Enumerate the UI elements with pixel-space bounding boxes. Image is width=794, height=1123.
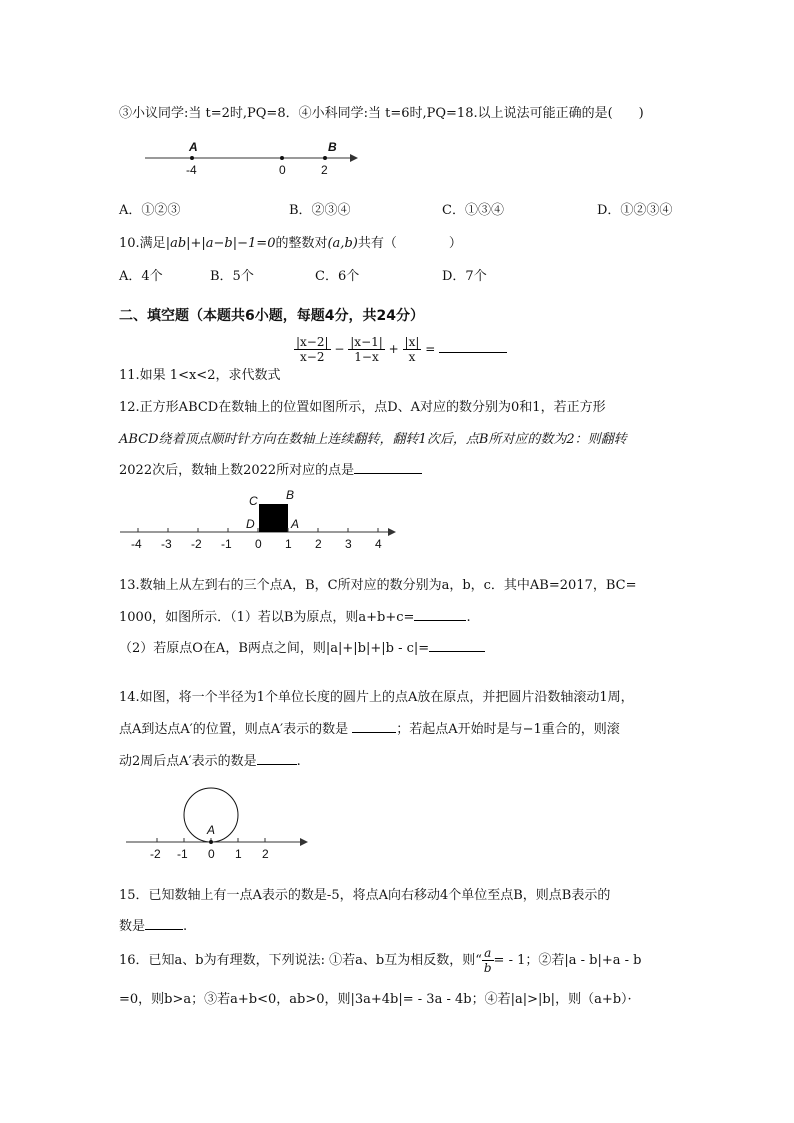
q11-minus: − [334, 342, 345, 356]
q15-line2 [119, 915, 187, 934]
q11-eq: = [425, 342, 436, 356]
q12-tick-label: 4 [375, 537, 382, 551]
q11-text: 11.如果 1<x<2，求代数式 [119, 368, 281, 383]
q16-frac-den: b [483, 961, 492, 975]
q14-point-a [209, 840, 213, 844]
q14-line3-end: . [296, 754, 301, 769]
q10-option-c: C．6个 [315, 269, 360, 284]
q14-label-a: A [207, 823, 216, 837]
q13-line1: 13.数轴上从左到右的三个点A，B，C所对应的数分别为a，b，c．其中AB=2017，BC= [119, 578, 637, 593]
q16-line1b: = - 1；②若|a - b|+a - b [493, 953, 642, 968]
q9-statement: ③小议同学:当 t=2时,PQ=8．④小科同学:当 t=6时,PQ=18.以上说法可能正确的是( ) [119, 106, 644, 121]
q11-frac3-den: x [408, 350, 416, 364]
label-a: A [189, 140, 198, 154]
q12-label-d: D [246, 517, 255, 531]
q13-line2-end: . [466, 610, 471, 625]
section2-title: 二、填空题（本题共6小题，每题4分，共24分） [119, 308, 424, 324]
q12-tick-label: -3 [161, 537, 172, 551]
q11-frac1-den: x−2 [300, 350, 325, 364]
q12-tick-label: 3 [345, 537, 352, 551]
q14-line2a: 点A到达点A′的位置，则点A′表示的数是 [119, 722, 349, 737]
q15-line2-end: . [183, 919, 188, 934]
q12-label-c: C [249, 494, 258, 508]
label-b: B [328, 140, 337, 154]
q16-frac [482, 946, 494, 975]
q9-option-b: B．②③④ [289, 203, 351, 218]
q11-frac2-num: |x−1| [350, 335, 383, 349]
q10-tail: 共有（ ） [357, 236, 462, 251]
q12-label-a: A [291, 517, 300, 531]
q12-line2: ABCD绕着顶点顺时针方向在数轴上连续翻转，翻转1次后，点B所对应的数为2：则翻转 [119, 432, 627, 447]
q10-suffix: 的整数对 [275, 236, 328, 251]
q12-tick-label: -2 [191, 537, 202, 551]
tick-b: 2 [321, 163, 328, 177]
q14-tick-label: 1 [235, 847, 242, 861]
tick-0: 0 [279, 163, 286, 177]
q11-frac1-num: |x−2| [296, 335, 329, 349]
tick-a: -4 [186, 163, 197, 177]
q14-line2b: ；若起点A开始时是与−1重合的，则滚 [396, 722, 620, 737]
q15-line2-text: 数是 [119, 919, 146, 934]
q12-tick-label: -4 [131, 537, 142, 551]
q12-line3-text: 2022次后，数轴上数2022所对应的点是 [119, 463, 355, 478]
q11-frac3-num: |x| [404, 335, 420, 349]
q9-option-a: A．①②③ [119, 203, 181, 218]
q12-label-b: B [286, 488, 295, 502]
q15-answer-blank[interactable] [145, 917, 183, 930]
q12-tick-label: 1 [285, 537, 292, 551]
q11-plus: + [388, 342, 399, 356]
q16-line1 [119, 946, 641, 975]
q14-tick-label: -1 [177, 847, 188, 861]
q14-line1: 14.如图，将一个半径为1个单位长度的圆片上的点A放在原点，并把圆片沿数轴滚动1周， [119, 690, 634, 705]
q12-tick-label: 2 [315, 537, 322, 551]
q10-option-b: B．5个 [210, 269, 254, 284]
q10-pair: (a,b) [327, 236, 358, 251]
q12-line1: 12.正方形ABCD在数轴上的位置如图所示，点D、A对应的数分别为0和1，若正方形 [119, 400, 606, 415]
q16-frac-num: a [482, 946, 494, 961]
q13-line2-text: 1000，如图所示．（1）若以B为原点，则a+b+c= [119, 610, 415, 625]
q16-line2: =0，则b>a；③若a+b<0，ab>0，则|3a+4b|= - 3a - 4b；④若|a|>|b|，则（a+b）· [119, 992, 632, 1007]
q12-tick-label: 0 [255, 537, 262, 551]
q14-tick-label: 0 [208, 847, 215, 861]
q10-expr: |ab|+|a−b|−1=0 [165, 236, 276, 251]
q10-prefix: 10.满足 [119, 236, 166, 251]
q13-line3-text: （2）若原点O在A，B两点之间，则|a|+|b|+|b - c|= [119, 641, 430, 656]
q10-option-a: A．4个 [119, 269, 163, 284]
q10-option-d: D．7个 [442, 269, 487, 284]
q14-axis-arrow [300, 838, 308, 846]
q9-option-c: C．①③④ [442, 203, 504, 218]
q14-tick-label: 2 [262, 847, 269, 861]
q12-tick-label: -1 [221, 537, 232, 551]
q15-line1: 15．已知数轴上有一点A表示的数是-5，将点A向右移动4个单位至点B，则点B表示的 [119, 888, 611, 903]
q16-line1a: 16．已知a、b为有理数，下列说法: ①若a、b互为相反数，则“ [119, 953, 482, 968]
q14-line3a: 动2周后点A′表示的数是 [119, 754, 257, 769]
q9-option-d: D．①②③④ [597, 203, 673, 218]
q14-tick-label: -2 [150, 847, 161, 861]
q11-frac2-den: 1−x [354, 350, 379, 364]
